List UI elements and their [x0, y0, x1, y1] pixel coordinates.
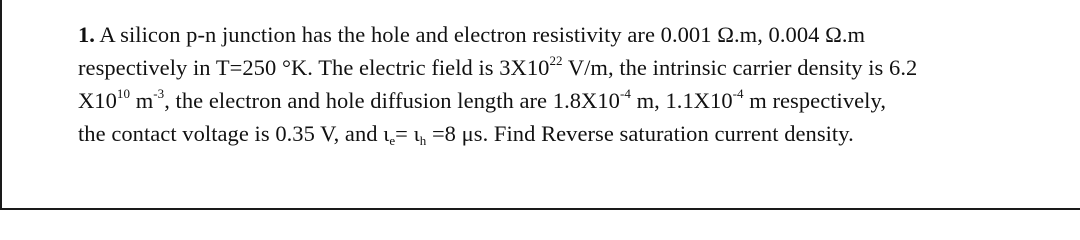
text-segment: X10 — [78, 88, 117, 113]
problem-number: 1. — [78, 22, 95, 47]
line-1 — [78, 18, 1074, 51]
text-segment: , the electron and hole diffusion length are 1.8X10 — [164, 88, 620, 113]
text-segment: the contact voltage is 0.35 V, and ι — [78, 121, 390, 146]
subscript: e — [389, 133, 396, 148]
text-segment: =8 μs. Find Reverse saturation current density. — [426, 121, 854, 146]
line-2 — [78, 51, 1074, 84]
text-segment: m — [130, 88, 154, 113]
frame-bottom-border — [0, 208, 1080, 210]
superscript: 22 — [549, 53, 563, 68]
text-segment: respectively in T=250 °K. The electric field is 3X10 — [78, 55, 550, 80]
text-segment: A silicon p-n junction has the hole and electron resistivity are 0.001 Ω.m, 0.004 Ω.m — [99, 22, 866, 47]
text-segment: V/m, the intrinsic carrier density is 6.2 — [562, 55, 918, 80]
text-segment: = ι — [395, 121, 420, 146]
superscript: -3 — [153, 86, 165, 101]
superscript: -4 — [619, 86, 631, 101]
superscript: 10 — [116, 86, 131, 101]
problem-statement — [78, 18, 1074, 150]
subscript: h — [419, 133, 427, 148]
text-segment: m, 1.1X10 — [630, 88, 733, 113]
line-4 — [78, 117, 1074, 150]
superscript: -4 — [732, 86, 744, 101]
line-3 — [78, 84, 1074, 117]
frame-left-border — [0, 0, 2, 210]
text-segment: m respectively, — [743, 88, 886, 113]
